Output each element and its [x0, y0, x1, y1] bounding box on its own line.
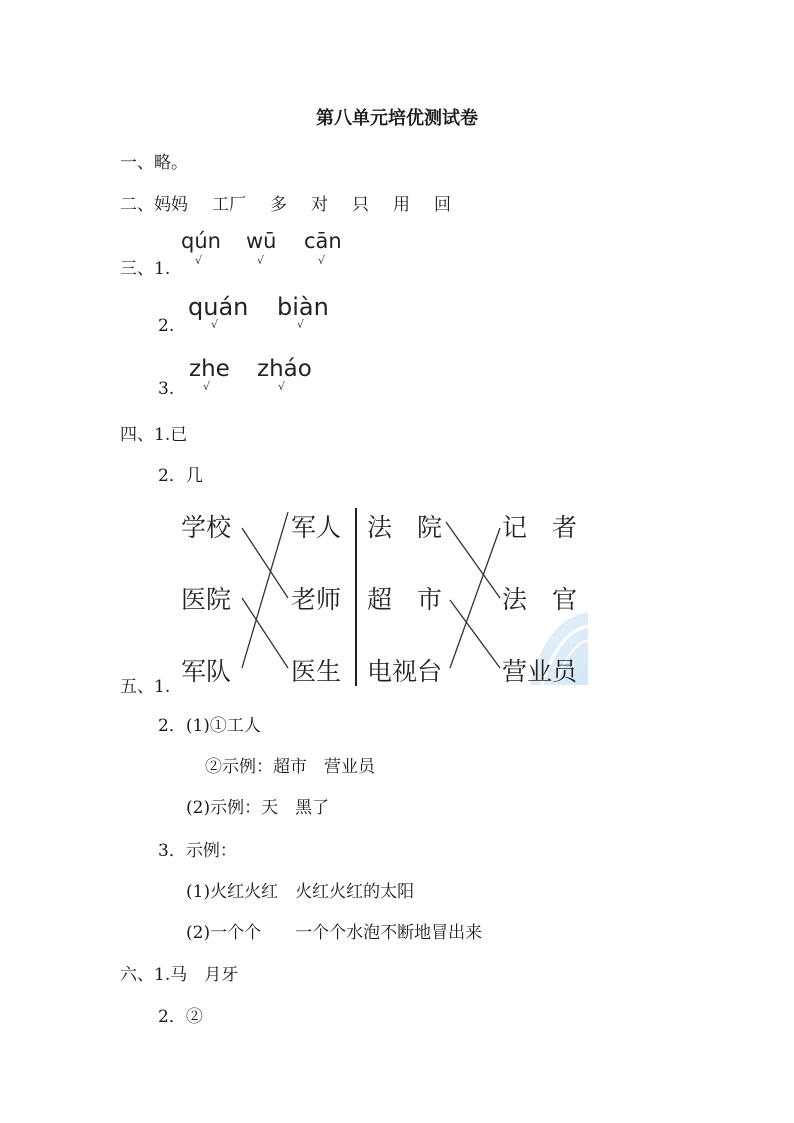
section-5-q1	[120, 672, 170, 697]
page-title: 第八单元培优测试卷	[316, 108, 478, 129]
section-5-q2	[158, 711, 261, 736]
check-mark-icon: √	[203, 380, 211, 393]
answer-text: (2)示例：天 黑了	[186, 798, 330, 818]
match-item: 医院	[181, 585, 232, 614]
section-5-q3	[158, 836, 237, 861]
section-1	[120, 148, 188, 173]
check-mark-icon: √	[211, 318, 219, 331]
answer-word: 对	[311, 195, 328, 215]
match-item: 学校	[181, 513, 232, 542]
section-1-label: 一、	[120, 153, 154, 173]
section-3-q1	[120, 254, 170, 279]
section-2-label: 二、	[120, 195, 154, 215]
question-number: 1.	[154, 677, 171, 697]
section-3-label: 三、	[120, 259, 154, 279]
question-number: 2.	[158, 316, 175, 336]
section-3-q2	[158, 316, 174, 336]
section-5-label: 五、	[120, 677, 154, 697]
pinyin-option: qún	[181, 229, 221, 253]
pinyin-option: zhe	[189, 356, 230, 382]
answer-word: 回	[434, 195, 451, 215]
match-line	[242, 512, 288, 668]
answer-text: 示例：	[185, 841, 237, 861]
section-4-label: 四、	[120, 425, 154, 445]
check-mark-icon: √	[195, 254, 203, 267]
match-item: 医生	[291, 657, 342, 686]
answer-word: 工厂	[212, 195, 246, 215]
section-6-q2: 2．②	[158, 1007, 203, 1027]
pinyin-option: biàn	[277, 293, 329, 321]
match-line	[242, 598, 288, 668]
section-3-q3	[158, 379, 174, 399]
match-item: 记 者	[502, 513, 578, 542]
question-number: 1.	[154, 259, 171, 279]
pinyin-option: cān	[304, 229, 342, 253]
pinyin-option: wū	[246, 229, 277, 253]
answer-word: 只	[352, 195, 369, 215]
match-item: 法 官	[502, 585, 578, 614]
match-item: 电视台	[367, 657, 443, 686]
question-number: 3.	[158, 379, 175, 399]
answer-text: ②示例：超市 营业员	[205, 757, 375, 777]
match-line	[242, 528, 288, 598]
section-6-q1	[120, 960, 238, 985]
question-number: 3．	[158, 841, 186, 861]
check-mark-icon: √	[318, 254, 326, 267]
section-1-answer: 略。	[154, 153, 188, 173]
answer-text: 1.马 月牙	[154, 965, 239, 985]
match-item: 军队	[181, 657, 232, 686]
answer-word: 用	[393, 195, 410, 215]
pinyin-option: quán	[188, 293, 249, 321]
section-4-q2: 2．几	[158, 466, 203, 486]
section-2	[120, 190, 451, 215]
match-item: 法 院	[367, 513, 443, 542]
match-item: 营业员	[502, 657, 578, 686]
section-4-q1	[120, 420, 187, 445]
match-item: 超 市	[367, 585, 443, 614]
question-number: 2．	[158, 716, 186, 736]
answer-word: 妈妈	[154, 195, 188, 215]
match-line	[450, 600, 500, 668]
answer-word: 多	[270, 195, 287, 215]
match-item: 老师	[291, 585, 342, 614]
section-6-label: 六、	[120, 965, 154, 985]
check-mark-icon: √	[257, 254, 265, 267]
answer-text: (2)一个个 一个个水泡不断地冒出来	[186, 923, 483, 943]
answer-text: (1)火红火红 火红火红的太阳	[186, 882, 415, 902]
check-mark-icon: √	[297, 318, 305, 331]
match-line	[446, 522, 500, 598]
pinyin-option: zháo	[257, 356, 312, 382]
check-mark-icon: √	[278, 380, 286, 393]
match-item: 军人	[291, 513, 342, 542]
answer-text: (1)①工人	[185, 716, 261, 736]
answer-text: 1.已	[154, 425, 188, 445]
match-line	[450, 528, 500, 668]
